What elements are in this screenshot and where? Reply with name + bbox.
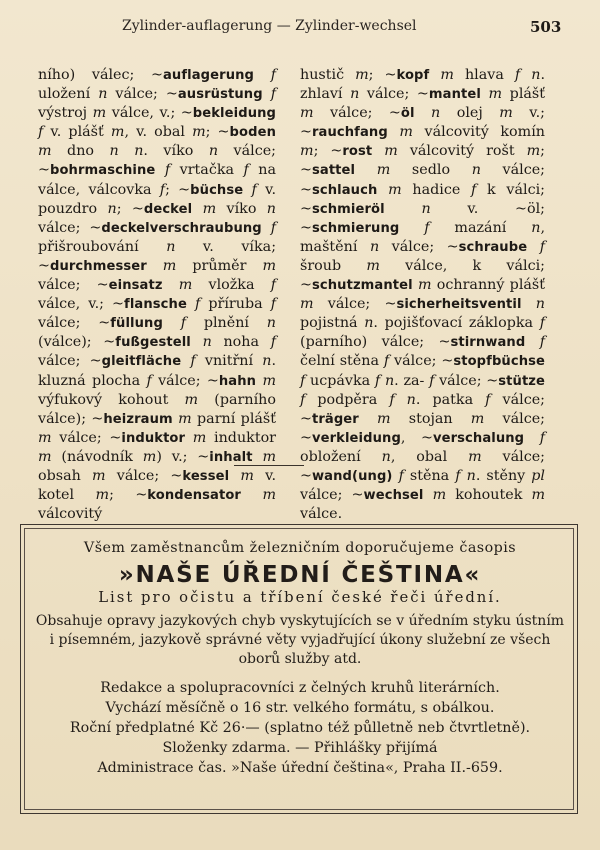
running-head-title: Zylinder-auflagerung — Zylinder-wechsel: [122, 18, 417, 34]
left-column: [38, 66, 276, 524]
ad-intro: Všem zaměstnancům železničním doporučujeme časopis: [83, 540, 517, 556]
ad-price: Roční předplatné Kč 26·— (splatno též půlletně neb čtvrtletně).: [69, 720, 531, 736]
page-number: 503: [530, 18, 562, 36]
ad-description: Obsahuje opravy jazykových chyb vyskytujících se v úředním styku ústním i písemném, jazykově správné věty vyjadřující úkony služební ze všech oborů služby atd.: [35, 613, 565, 667]
ad-address: Administrace čas. »Naše úřední čeština«, Praha II.-659.: [97, 760, 503, 776]
advertisement: [32, 530, 568, 778]
right-column: [300, 66, 545, 524]
right-column-text: hustič m; ~kopf m hlava f n. zhlaví n válce; ~mantel m plášť m válce; ~öl n olej m v.; ~rauchfang m válcovitý komín m; ~rost m válcovitý rošt m; ~sattel m sedlo n válce; ~schlauch m hadice f k válci; ~schmieröl n v. ~öl; ~schmierung f mazání n, maštění n válce; ~schraube f šroub m válce, k válci; ~schutzmantel m ochranný plášť m válce; ~sicherheitsventil n pojistná n. pojišťovací záklopka f (parního) válce; ~stirnwand f čelní stěna f válce; ~stopfbüchse f ucpávka f n. za- f válce; ~stütze f podpěra f n. patka f válce; ~träger m stojan m válce; ~verkleidung, ~verschalung f obložení n, obal m válce; ~wand(ung) f stěna f n. stěny pl válce; ~wechsel m kohoutek m válce.: [300, 67, 546, 523]
left-column-text: ního) válec; ~auflagerung f uložení n válce; ~ausrüstung f výstroj m válce, v.; ~bekleidung f v. plášť m, v. obal m; ~boden m dno n n. víko n válce; ~bohrmaschine f vrtačka f na válce, válcovka f; ~büchse f v. pouzdro n; ~deckel m víko n válce; ~deckelverschraubung f přišroubování n v. víka; ~durchmesser m průměr m válce; ~einsatz m vložka f válce, v.; ~flansche f příruba f válce; ~füllung f plnění n (válce); ~fußgestell n noha f válce; ~gleitfläche f vnitřní n. kluzná plocha f válce; ~hahn m výfukový kohout m (parního válce); ~heizraum m parní plášť m válce; ~induktor m induktor m (návodník m) v.; ~inhalt m obsah m válce; ~kessel m v. kotel m; ~kondensator m válcovitý: [38, 67, 277, 523]
ad-title: »NAŠE ÚŘEDNÍ ČEŠTINA«: [118, 562, 482, 588]
ad-details: [32, 678, 568, 778]
ad-subtitle: List pro očistu a tříbení české řeči úřední.: [98, 589, 502, 606]
section-divider: [234, 465, 304, 466]
running-header: [0, 18, 600, 38]
ad-editorial: Redakce a spolupracovníci z čelných kruhů literárních.: [100, 680, 500, 696]
ad-postage: Složenky zdarma. — Přihlášky přijímá: [162, 740, 438, 756]
ad-issue: Vychází měsíčně o 16 str. velkého formátu, s obálkou.: [105, 700, 495, 716]
